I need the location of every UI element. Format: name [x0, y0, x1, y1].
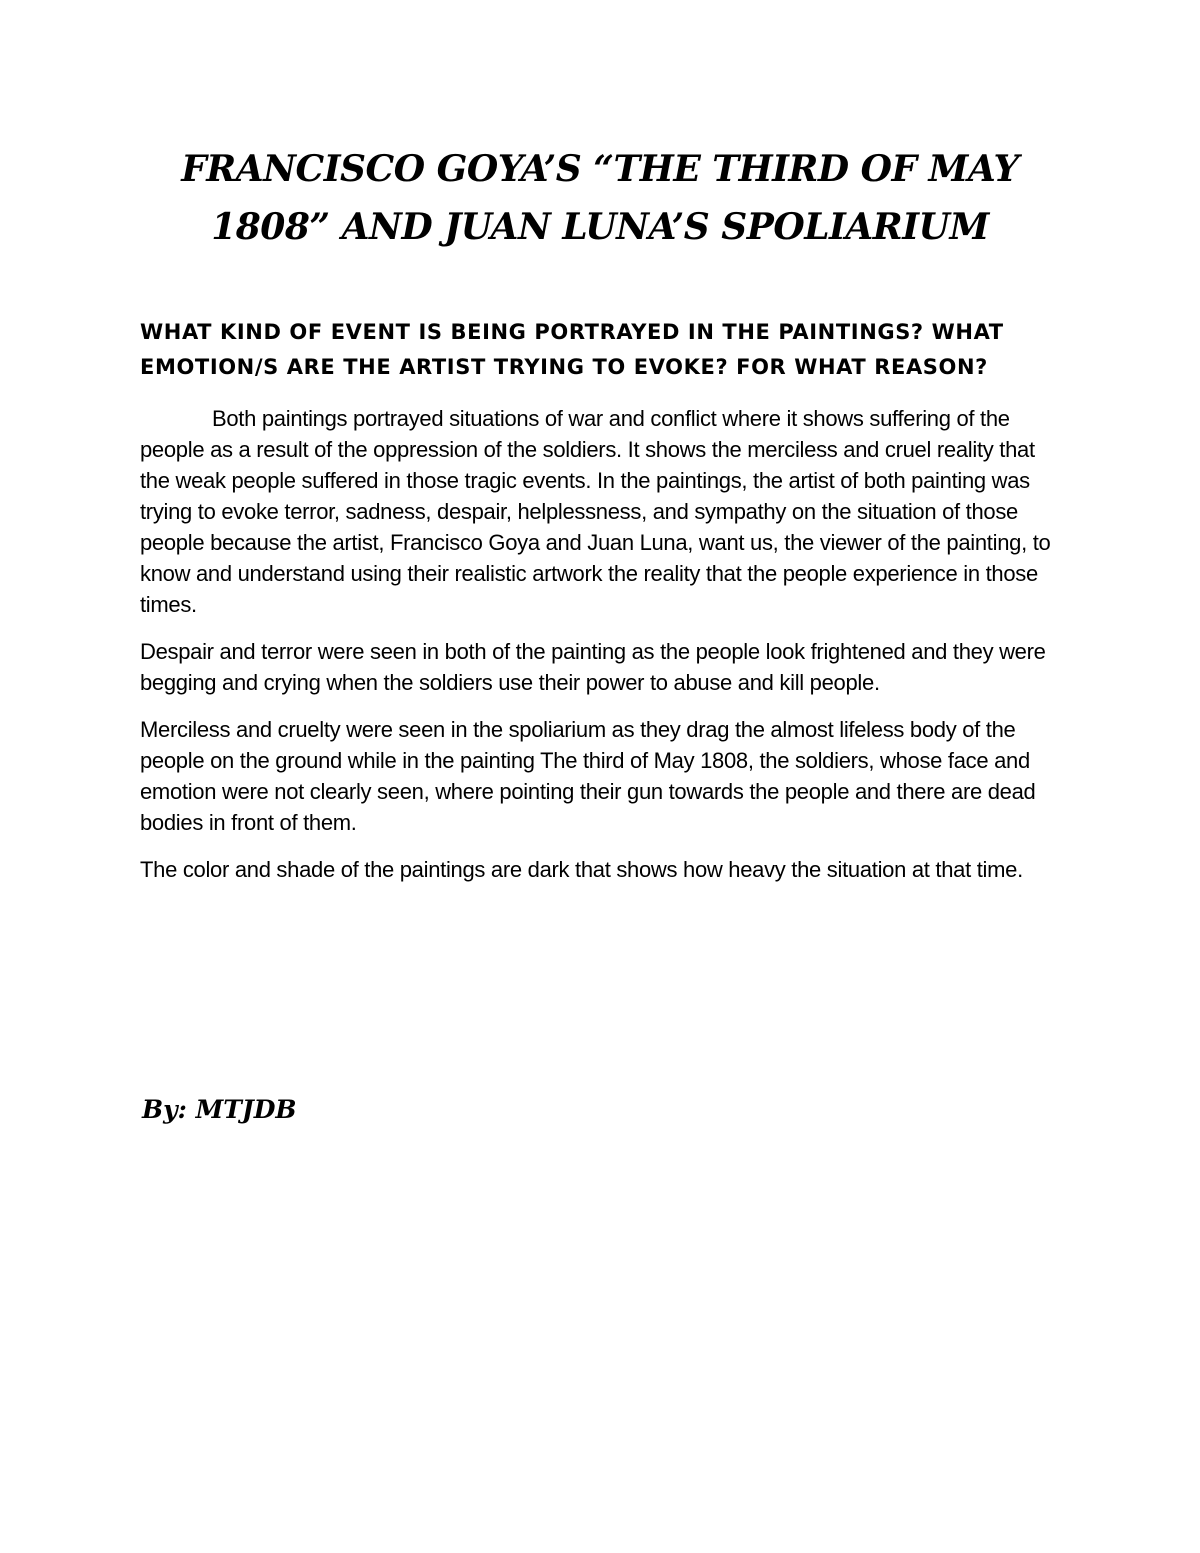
title-line-2: 1808” AND JUAN LUNA’S SPOLIARIUM — [211, 206, 989, 248]
title-line-1: FRANCISCO GOYA’S “THE THIRD OF MAY — [181, 148, 1019, 190]
document-title — [140, 140, 1060, 256]
question-heading: WHAT KIND OF EVENT IS BEING PORTRAYED IN THE PAINTINGS? WHAT EMOTION/S ARE THE ARTIST TRYING TO EVOKE? FOR WHAT REASON? — [140, 320, 1004, 379]
paragraph-3: Merciless and cruelty were seen in the spoliarium as they drag the almost lifeless body of the people on the ground while in the painting The third of May 1808, the soldiers, whose face and emotion were not clearly seen, where pointing their gun towards the people and there are dead bodies in front of them. — [140, 717, 1036, 835]
paragraph-2: Despair and terror were seen in both of the painting as the people look frightened and they were begging and crying when the soldiers use their power to abuse and kill people. — [140, 639, 1046, 695]
author-byline: By: MTJDB — [142, 1095, 297, 1124]
paragraph-1: Both paintings portrayed situations of war and conflict where it shows suffering of the people as a result of the oppression of the soldiers. It shows the merciless and cruel reality that the weak people suffered in those tragic events. In the paintings, the artist of both painting was trying to evoke terror, sadness, despair, helplessness, and sympathy on the situation of those people because the artist, Francisco Goya and Juan Luna, want us, the viewer of the painting, to know and understand using their realistic artwork the reality that the people experience in those times. — [140, 406, 1051, 617]
paragraph-4: The color and shade of the paintings are dark that shows how heavy the situation at that time. — [140, 857, 1023, 882]
answer-body — [140, 403, 1065, 901]
